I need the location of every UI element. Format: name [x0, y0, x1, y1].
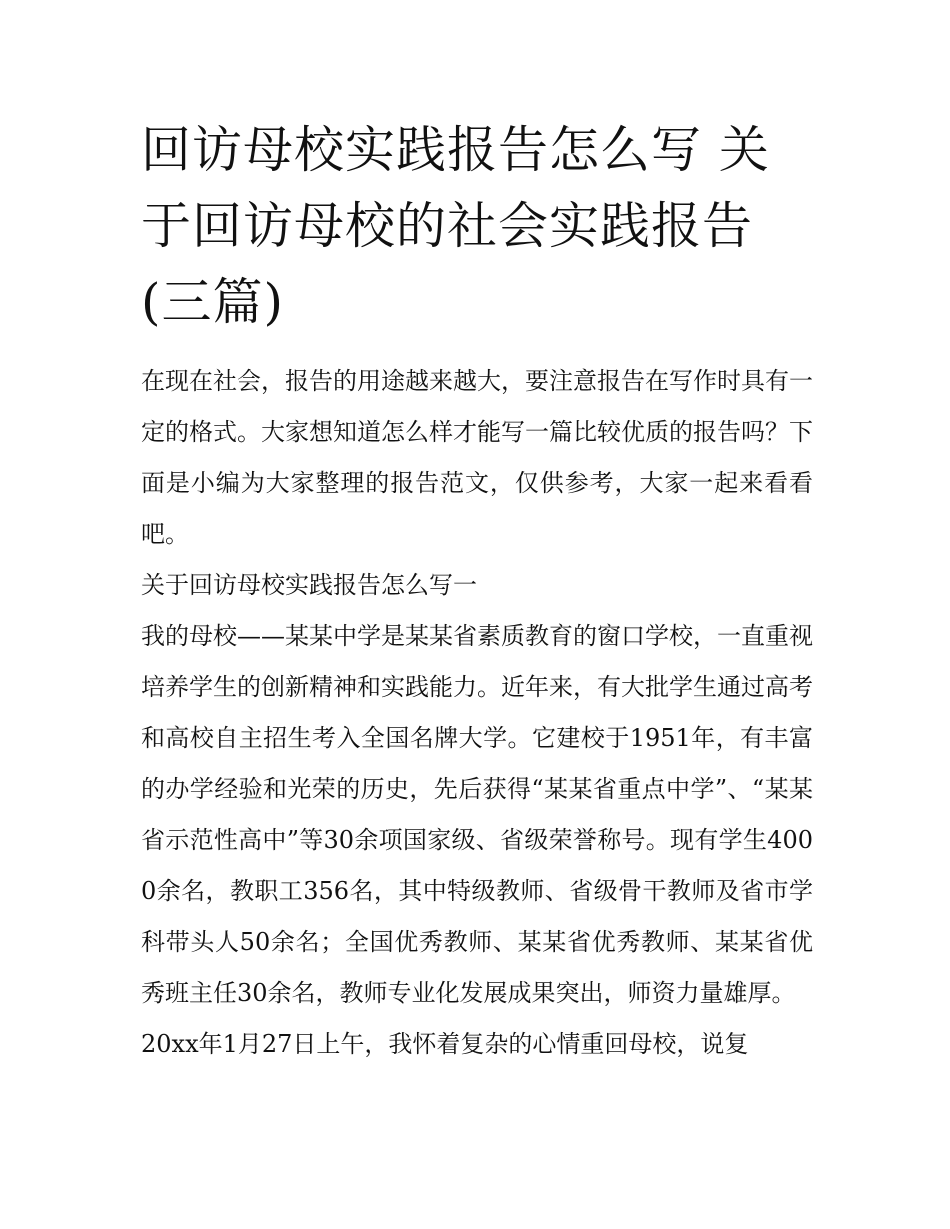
intro-paragraph: 在现在社会，报告的用途越来越大，要注意报告在写作时具有一定的格式。大家想知道怎么样才能写一篇比较优质的报告吗？下面是小编为大家整理的报告范文，仅供参考，大家一起来看看吧。 [141, 367, 813, 548]
section-heading: 关于回访母校实践报告怎么写一 [141, 571, 477, 599]
document-title: 回访母校实践报告怎么写 关于回访母校的社会实践报告(三篇) [141, 121, 770, 331]
visit-paragraph: 20xx年1月27日上午，我怀着复杂的心情重回母校，说复 [141, 1030, 749, 1058]
document-body [141, 112, 813, 1070]
school-description-paragraph: 我的母校——某某中学是某某省素质教育的窗口学校，一直重视培养学生的创新精神和实践能力。近年来，有大批学生通过高考和高校自主招生考入全国名牌大学。它建校于1951年，有丰富的办学经验和光荣的历史，先后获得“某某省重点中学”、“某某省示范性高中”等30余项国家级、省级荣誉称号。现有学生4000余名，教职工356名，其中特级教师、省级骨干教师及省市学科带头人50余名；全国优秀教师、某某省优秀教师、某某省优秀班主任30余名，教师专业化发展成果突出，师资力量雄厚。 [141, 622, 813, 1007]
